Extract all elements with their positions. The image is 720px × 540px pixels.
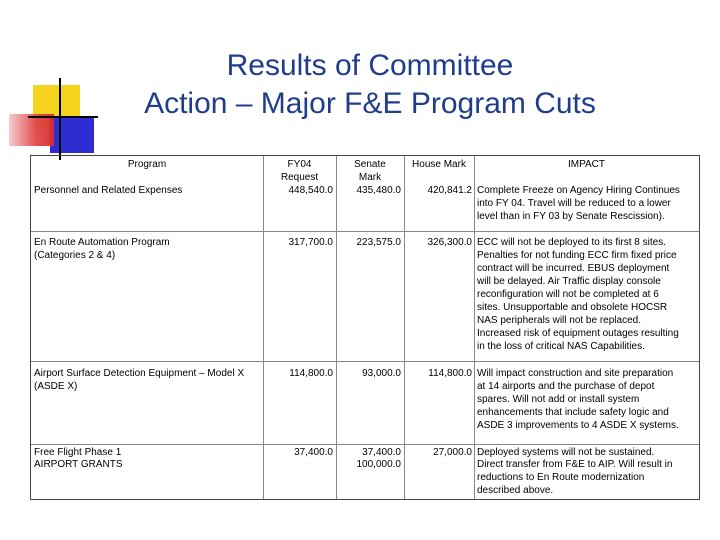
program-cuts-table (30, 155, 700, 500)
program-name: Free Flight Phase 1 (34, 447, 122, 458)
program-name: Airport Surface Detection Equipment – Model X (34, 368, 245, 379)
program-name-line2: (Categories 2 & 4) (34, 250, 116, 261)
impact-line: Direct transfer from F&E to AIP. Will result in (477, 459, 673, 470)
senate-mark-value: 37,400.0 (362, 447, 401, 458)
impact-line: will be delayed. Air Traffic display console (477, 276, 661, 287)
row-divider (31, 361, 699, 362)
impact-line: contract will be incurred. EBUS deployment (477, 263, 670, 274)
fy04-request-value: 317,700.0 (288, 237, 333, 248)
header-house-mark: House Mark (412, 159, 466, 170)
senate-mark-value: 93,000.0 (362, 368, 401, 379)
decor-horizontal-line (28, 116, 98, 118)
senate-mark-value: 100,000.0 (356, 459, 401, 470)
program-name: Personnel and Related Expenses (34, 185, 183, 196)
senate-mark-value: 223,575.0 (356, 237, 401, 248)
house-mark-value: 326,300.0 (427, 237, 472, 248)
impact-line: reconfiguration will not be completed at 6 (477, 289, 659, 300)
impact-line: into FY 04. Travel will be reduced to a lower (477, 198, 671, 209)
program-name: En Route Automation Program (34, 237, 170, 248)
header-senate-line1: Senate (354, 159, 386, 170)
impact-line: ASDE 3 improvements to 4 ASDE X systems. (477, 420, 679, 431)
impact-line: sites. Unsupportable and obsolete HOCSR (477, 302, 668, 313)
impact-line: ECC will not be deployed to its first 8 sites. (477, 237, 666, 248)
impact-line: NAS peripherals will not be replaced. (477, 315, 641, 326)
impact-line: spares. Will not add or install system (477, 394, 640, 405)
impact-line: reductions to En Route modernization (477, 472, 645, 483)
house-mark-value: 114,800.0 (428, 368, 472, 379)
impact-line: Penalties for not funding ECC firm fixed price (477, 250, 677, 261)
decor-vertical-line (59, 78, 61, 160)
impact-line: level than in FY 03 by Senate Rescission). (477, 211, 665, 222)
header-impact: IMPACT (567, 159, 606, 170)
impact-line: described above. (477, 485, 554, 496)
impact-line: Will impact construction and site preparation (477, 368, 674, 379)
header-senate-line2: Mark (358, 172, 382, 183)
fy04-request-value: 37,400.0 (294, 447, 333, 458)
decor-red-square (9, 114, 54, 146)
impact-line: Deployed systems will not be sustained. (477, 447, 655, 458)
senate-mark-value: 435,480.0 (356, 185, 401, 196)
row-divider (31, 444, 699, 445)
slide-title-line-2: Action – Major F&E Program Cuts (144, 87, 596, 120)
impact-line: at 14 airports and the purchase of depot (477, 381, 655, 392)
program-name-line2: (ASDE X) (34, 381, 78, 392)
header-fy04-line1: FY04 (287, 159, 312, 170)
header-fy04-line2: Request (280, 172, 319, 183)
impact-line: Complete Freeze on Agency Hiring Continues (477, 185, 680, 196)
slide-title-line-1: Results of Committee (226, 49, 514, 82)
program-name: AIRPORT GRANTS (34, 459, 123, 470)
fy04-request-value: 448,540.0 (288, 185, 333, 196)
impact-line: enhancements that include safety logic and (477, 407, 669, 418)
impact-line: in the loss of critical NAS Capabilities. (477, 341, 645, 352)
decor-blue-square (50, 117, 94, 153)
row-divider (31, 231, 699, 232)
column-divider (474, 156, 475, 499)
header-program: Program (127, 159, 167, 170)
impact-line: Increased risk of equipment outages resulting (477, 328, 679, 339)
fy04-request-value: 114,800.0 (289, 368, 333, 379)
house-mark-value: 420,841.2 (427, 185, 472, 196)
house-mark-value: 27,000.0 (433, 447, 472, 458)
